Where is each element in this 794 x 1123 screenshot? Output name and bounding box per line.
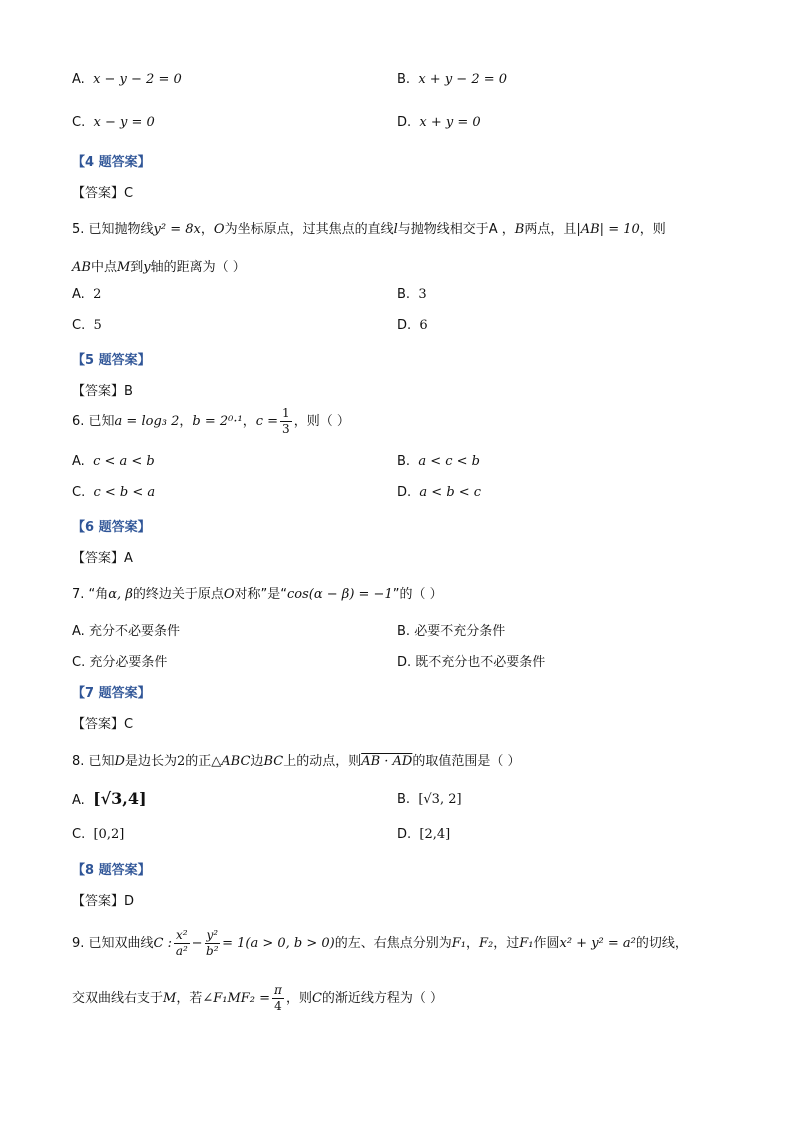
math: B xyxy=(514,222,525,237)
text: 到 xyxy=(130,260,144,275)
option-letter: A. xyxy=(72,287,85,302)
option-letter: A. xyxy=(72,624,85,639)
text: ， xyxy=(465,936,479,951)
option-letter: D. xyxy=(397,827,412,842)
math: C xyxy=(311,991,322,1006)
q4-option-d xyxy=(397,115,481,130)
q5-stem-line1 xyxy=(72,218,666,237)
math: − xyxy=(191,936,203,951)
option-letter: C. xyxy=(72,115,86,130)
q6-option-b xyxy=(397,454,480,469)
text: 边 xyxy=(250,754,264,769)
q6-answer-section-heading: 【6 题答案】 xyxy=(72,520,151,535)
text: 5. 已知抛物线 xyxy=(72,222,154,237)
option-text: 充分必要条件 xyxy=(89,655,168,670)
q7-option-a xyxy=(72,620,180,639)
q9-stem-line2 xyxy=(72,983,443,1014)
math: ABC xyxy=(221,754,251,769)
math: c = xyxy=(255,414,279,429)
text: 7. “角 xyxy=(72,587,109,602)
q4-answer: 【答案】C xyxy=(72,186,134,201)
math: x² + y² = a² xyxy=(559,936,636,951)
numerator: y² xyxy=(206,928,219,942)
option-letter: D. xyxy=(397,318,412,333)
fraction xyxy=(174,928,190,959)
option-text: c < a < b xyxy=(93,454,155,469)
option-letter: A. xyxy=(72,72,85,87)
option-letter: B. xyxy=(397,72,411,87)
option-letter: C. xyxy=(72,485,86,500)
math: l xyxy=(393,222,398,237)
q7-option-c xyxy=(72,651,167,670)
text: ，过 xyxy=(493,936,520,951)
q8-option-b xyxy=(397,792,462,807)
q7-answer: 【答案】C xyxy=(72,717,134,732)
text: ， xyxy=(200,222,214,237)
text: 的终边关于原点 xyxy=(132,587,224,602)
option-text: a < b < c xyxy=(419,485,482,500)
text: 轴的距离为（ ） xyxy=(150,260,246,275)
option-text: c < b < a xyxy=(93,485,156,500)
q4-answer-section-heading: 【4 题答案】 xyxy=(72,155,151,170)
q5-option-c xyxy=(72,318,102,333)
option-letter: C. xyxy=(72,827,86,842)
option-text: a < c < b xyxy=(418,454,480,469)
numerator: x² xyxy=(176,928,188,942)
math: cos(α − β) = −1 xyxy=(287,587,393,602)
text: 中点 xyxy=(90,260,117,275)
option-text: x − y = 0 xyxy=(93,115,155,130)
math: M xyxy=(163,991,177,1006)
math: O xyxy=(213,222,225,237)
option-text: [2,4] xyxy=(419,827,451,842)
text: 交双曲线右支于 xyxy=(72,991,164,1006)
text: ，若 xyxy=(176,991,203,1006)
option-text: [√3, 2] xyxy=(418,792,462,807)
text: 与抛物线相交于A ， xyxy=(397,222,515,237)
q8-option-c xyxy=(72,827,124,842)
option-text: 3 xyxy=(418,287,427,302)
option-letter: A. xyxy=(72,793,85,808)
option-text: 2 xyxy=(93,287,102,302)
q5-answer-section-heading: 【5 题答案】 xyxy=(72,353,151,368)
option-text: x + y = 0 xyxy=(419,115,481,130)
q4-option-b xyxy=(397,72,507,87)
option-text: 充分不必要条件 xyxy=(88,624,180,639)
option-text: 必要不充分条件 xyxy=(414,624,506,639)
q8-option-d xyxy=(397,827,450,842)
q4-option-c xyxy=(72,115,155,130)
option-text: [0,2] xyxy=(93,827,125,842)
math: F₁ xyxy=(519,936,534,951)
q7-answer-section-heading: 【7 题答案】 xyxy=(72,686,151,701)
option-text: [√3,4] xyxy=(93,789,147,808)
option-letter: B. xyxy=(397,454,411,469)
math: D xyxy=(114,754,125,769)
q8-option-a xyxy=(72,789,147,808)
math: 2 xyxy=(177,754,186,769)
text: 的渐近线方程为（ ） xyxy=(321,991,444,1006)
math: y xyxy=(143,260,151,275)
denominator: 3 xyxy=(282,422,290,436)
text: ”的（ ） xyxy=(392,587,443,602)
math: O xyxy=(223,587,235,602)
option-letter: C. xyxy=(72,655,86,670)
q6-stem xyxy=(72,406,350,437)
text: 8. 已知 xyxy=(72,754,115,769)
text: ，则（ ） xyxy=(293,414,350,429)
q6-option-d xyxy=(397,485,481,500)
math: BC xyxy=(263,754,284,769)
text: 的切线， xyxy=(635,936,688,951)
text: ， xyxy=(179,414,193,429)
text: 的取值范围是（ ） xyxy=(412,754,521,769)
text: ，则 xyxy=(639,222,666,237)
q6-option-c xyxy=(72,485,155,500)
numerator: 1 xyxy=(282,406,290,420)
option-letter: B. xyxy=(397,792,411,807)
option-letter: C. xyxy=(72,318,86,333)
q5-answer: 【答案】B xyxy=(72,384,133,399)
option-text: x − y − 2 = 0 xyxy=(93,72,182,87)
option-letter: B. xyxy=(397,287,411,302)
math: y² = 8x xyxy=(153,222,201,237)
q5-option-a xyxy=(72,287,101,302)
option-text: 既不充分也不必要条件 xyxy=(415,655,546,670)
denominator: b² xyxy=(206,944,219,958)
option-letter: B. xyxy=(397,624,411,639)
option-letter: D. xyxy=(397,655,412,670)
text: 作圆 xyxy=(533,936,560,951)
vector-product: AB · AD xyxy=(361,754,413,769)
text: 的左、右焦点分别为 xyxy=(334,936,452,951)
q8-answer: 【答案】D xyxy=(72,894,135,909)
text: ，则 xyxy=(285,991,312,1006)
q8-answer-section-heading: 【8 题答案】 xyxy=(72,863,151,878)
q9-stem-line1 xyxy=(72,928,688,959)
math: C : xyxy=(153,936,173,951)
q7-option-d xyxy=(397,651,545,670)
q6-answer: 【答案】A xyxy=(72,551,133,566)
q6-option-a xyxy=(72,454,155,469)
q4-option-a xyxy=(72,72,182,87)
math: M xyxy=(116,260,131,275)
math: ∠F₁MF₂ = xyxy=(202,991,271,1006)
fraction xyxy=(280,406,292,437)
math: b = 2⁰·¹ xyxy=(192,414,243,429)
math: α, β xyxy=(108,587,133,602)
q7-option-b xyxy=(397,620,505,639)
option-letter: A. xyxy=(72,454,85,469)
fraction xyxy=(272,983,284,1014)
text: 对称”是“ xyxy=(234,587,288,602)
text: 的正△ xyxy=(185,754,222,769)
q7-stem xyxy=(72,583,443,602)
text: 9. 已知双曲线 xyxy=(72,936,154,951)
option-text: x + y − 2 = 0 xyxy=(418,72,508,87)
math: a = log₃ 2 xyxy=(114,414,180,429)
text: ， xyxy=(242,414,256,429)
math: = 1(a > 0, b > 0) xyxy=(222,936,335,951)
option-letter: D. xyxy=(397,115,412,130)
text: 上的动点，则 xyxy=(283,754,362,769)
math: F₂ xyxy=(479,936,494,951)
option-letter: D. xyxy=(397,485,412,500)
q8-stem xyxy=(72,750,521,769)
math: F₁ xyxy=(451,936,466,951)
option-text: 6 xyxy=(419,318,428,333)
q5-stem-line2 xyxy=(72,256,246,275)
q5-option-b xyxy=(397,287,427,302)
text: 6. 已知 xyxy=(72,414,115,429)
q5-option-d xyxy=(397,318,428,333)
denominator: 4 xyxy=(274,999,282,1013)
text: 是边长为 xyxy=(124,754,177,769)
option-text: 5 xyxy=(93,318,102,333)
denominator: a² xyxy=(175,944,188,958)
math: |AB| = 10 xyxy=(576,222,640,237)
fraction xyxy=(205,928,221,959)
numerator: π xyxy=(274,983,282,997)
math: AB xyxy=(72,260,91,275)
text: 为坐标原点，过其焦点的直线 xyxy=(224,222,394,237)
text: 两点，且 xyxy=(524,222,577,237)
